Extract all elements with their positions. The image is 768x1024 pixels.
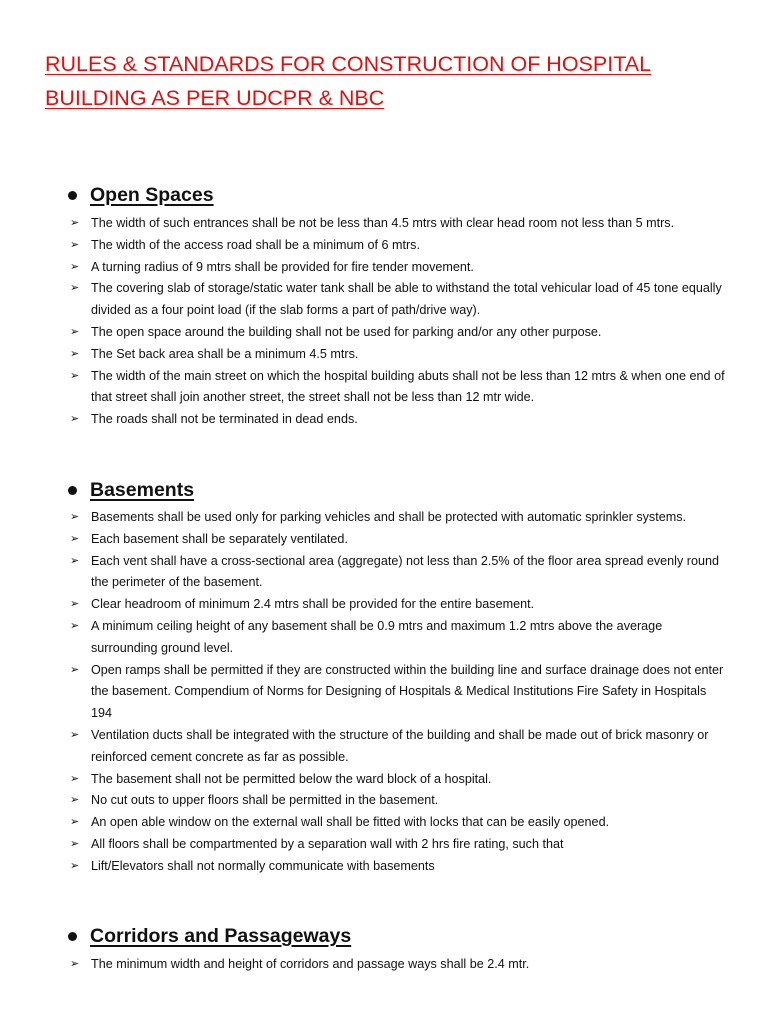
arrow-bullet-icon: ➢ xyxy=(70,260,80,273)
list-item-text: All floors shall be compartmented by a separation wall with 2 hrs fire rating, such that xyxy=(91,836,564,851)
arrow-bullet-icon: ➢ xyxy=(70,958,80,970)
list-item xyxy=(70,213,730,235)
arrow-bullet-icon: ➢ xyxy=(70,859,80,872)
arrow-bullet-icon: ➢ xyxy=(70,772,80,785)
list-item-text: The width of the main street on which the hospital building abuts shall not be less than 12 mtrs & when one end of that street shall join another street, the street shall not be less than 12 mtr wide. xyxy=(91,368,725,405)
list-item xyxy=(70,660,730,725)
list-item xyxy=(70,954,730,976)
list-item-text: Ventilation ducts shall be integrated with the structure of the building and shall be made out of brick masonry or reinforced cement concrete as far as possible. xyxy=(91,727,709,764)
arrow-bullet-icon: ➢ xyxy=(70,794,80,807)
list-item xyxy=(70,856,730,878)
list-item xyxy=(70,769,730,791)
list-item xyxy=(70,725,730,769)
list-item-text: Clear headroom of minimum 2.4 mtrs shall be provided for the entire basement. xyxy=(91,597,535,612)
list-item-text: The basement shall not be permitted below the ward block of a hospital. xyxy=(91,771,492,786)
arrow-bullet-icon: ➢ xyxy=(70,816,80,829)
arrow-bullet-icon: ➢ xyxy=(70,663,80,676)
list-item-text: Each vent shall have a cross-sectional area (aggregate) not less than 2.5% of the floor area spread evenly round the perimeter of the basement. xyxy=(91,553,719,590)
list-item xyxy=(70,616,730,660)
list-item xyxy=(70,834,730,856)
list-item-text: A turning radius of 9 mtrs shall be provided for fire tender movement. xyxy=(91,259,474,274)
section-heading-label: Basements xyxy=(90,479,195,501)
list-item-text: The roads shall not be terminated in dead ends. xyxy=(91,412,358,427)
list-item xyxy=(70,507,730,529)
list-item xyxy=(70,812,730,834)
open-spaces-list xyxy=(70,213,730,431)
document-title xyxy=(45,47,725,115)
list-item-text: Lift/Elevators shall not normally communicate with basements xyxy=(91,858,435,873)
arrow-bullet-icon: ➢ xyxy=(70,282,80,295)
section-heading-basements xyxy=(68,477,194,503)
arrow-bullet-icon: ➢ xyxy=(70,369,80,382)
list-item xyxy=(70,551,730,595)
arrow-bullet-icon: ➢ xyxy=(70,413,80,426)
list-item-text: No cut outs to upper floors shall be permitted in the basement. xyxy=(91,793,439,808)
list-item-text: The width of the access road shall be a minimum of 6 mtrs. xyxy=(91,237,420,252)
section-heading-open-spaces xyxy=(68,182,214,208)
list-item-text: A minimum ceiling height of any basement shall be 0.9 mtrs and maximum 1.2 mtrs above the average surrounding ground level. xyxy=(91,618,663,655)
list-item xyxy=(70,257,730,279)
list-item-text: The Set back area shall be a minimum 4.5 mtrs. xyxy=(91,346,359,361)
arrow-bullet-icon: ➢ xyxy=(70,728,80,741)
arrow-bullet-icon: ➢ xyxy=(70,598,80,611)
arrow-bullet-icon: ➢ xyxy=(70,554,80,567)
document-title-line-2: BUILDING AS PER UDCPR & NBC xyxy=(45,86,385,110)
list-item-text: The minimum width and height of corridors and passage ways shall be 2.4 mtr. xyxy=(91,957,530,971)
document-title-line-1: RULES & STANDARDS FOR CONSTRUCTION OF HOSPITAL xyxy=(45,52,652,76)
bullet-dot-icon xyxy=(68,932,77,941)
arrow-bullet-icon: ➢ xyxy=(70,619,80,632)
arrow-bullet-icon: ➢ xyxy=(70,837,80,850)
list-item xyxy=(70,594,730,616)
list-item xyxy=(70,529,730,551)
section-heading-label: Open Spaces xyxy=(90,184,214,206)
arrow-bullet-icon: ➢ xyxy=(70,238,80,251)
arrow-bullet-icon: ➢ xyxy=(70,532,80,545)
list-item xyxy=(70,278,730,322)
list-item xyxy=(70,790,730,812)
list-item-text: The open space around the building shall not be used for parking and/or any other purpose. xyxy=(91,324,602,339)
list-item xyxy=(70,235,730,257)
list-item-text: The covering slab of storage/static water tank shall be able to withstand the total vehicular load of 45 tone equally divided as a four point load (if the slab forms a part of path/drive way). xyxy=(91,281,722,318)
arrow-bullet-icon: ➢ xyxy=(70,325,80,338)
corridors-list xyxy=(70,954,730,976)
list-item-text: Open ramps shall be permitted if they are constructed within the building line and surface drainage does not enter the basement. Compendium of Norms for Designing of Hospitals & Medical Institutions Fire Safety in Hospitals 194 xyxy=(91,662,724,721)
list-item-text: An open able window on the external wall shall be fitted with locks that can be easily opened. xyxy=(91,815,610,830)
list-item-text: The width of such entrances shall be not be less than 4.5 mtrs with clear head room not less than 5 mtrs. xyxy=(91,216,675,230)
arrow-bullet-icon: ➢ xyxy=(70,217,80,229)
arrow-bullet-icon: ➢ xyxy=(70,511,80,523)
arrow-bullet-icon: ➢ xyxy=(70,347,80,360)
list-item xyxy=(70,322,730,344)
bullet-dot-icon xyxy=(68,191,77,200)
section-heading-label: Corridors and Passageways xyxy=(90,925,352,947)
list-item xyxy=(70,344,730,366)
list-item-text: Each basement shall be separately ventilated. xyxy=(91,531,348,546)
basements-list xyxy=(70,507,730,878)
bullet-dot-icon xyxy=(68,486,77,495)
section-heading-corridors xyxy=(68,923,351,949)
list-item xyxy=(70,409,730,431)
list-item xyxy=(70,366,730,410)
list-item-text: Basements shall be used only for parking vehicles and shall be protected with automatic sprinkler systems. xyxy=(91,510,686,524)
